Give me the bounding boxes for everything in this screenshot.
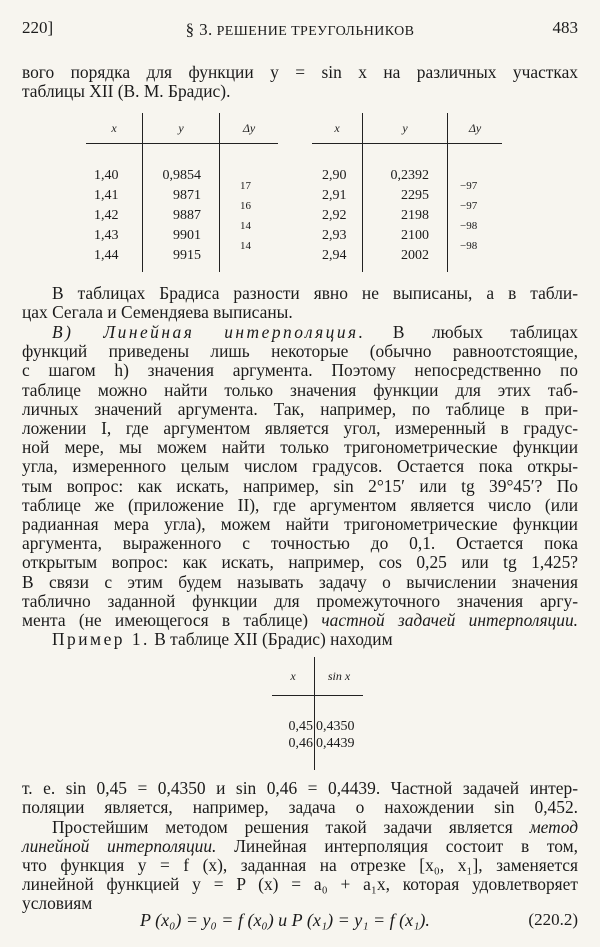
text-line: вого порядка для функции y = sin x на различных участках (22, 62, 578, 82)
text-line: функций приведены лишь некоторые (обычно равноотстоящие, (22, 341, 578, 361)
column-header: y (363, 113, 448, 144)
table-cell: 1,40 (94, 168, 119, 183)
table-cell: 1,43 (94, 228, 119, 243)
text-line (22, 836, 578, 856)
text-line: ной мере, мы можем найти только тригонометрические функции (22, 437, 578, 457)
text-fragment: Линейная интерполяция состоит в том, (216, 836, 578, 856)
text-fragment: В таблице XII (Брадис) находим (149, 629, 393, 649)
sine-table (272, 657, 363, 770)
text-line: В таблицах Брадиса разности явно не выписаны, а в табли- (52, 283, 578, 303)
difference-table-2 (312, 113, 502, 272)
column-header: Δy (448, 113, 503, 144)
dy-column (220, 144, 279, 273)
table-cell: 14 (240, 240, 251, 252)
column-header: Δy (220, 113, 279, 144)
y-column (363, 144, 448, 273)
text-line: цах Сегала и Семендяева выписаны. (22, 302, 293, 322)
difference-table-1 (86, 113, 278, 272)
text-line: тым вопрос: как искать, например, sin 2°15′ или tg 39°45′? По (22, 476, 578, 496)
table-cell: −98 (460, 220, 478, 232)
table-cell: 0,4439 (316, 736, 355, 751)
column-header: sin x (315, 657, 364, 696)
table-cell: 17 (240, 180, 251, 192)
text-line: таблично заданной функции для промежуточного значения аргу- (22, 591, 578, 611)
text-line: угла, измеренного целым числом градусов. Остается пока откры- (22, 456, 578, 476)
text-line: поляции является, например, задача о нахождении sin 0,452. (22, 797, 578, 817)
table-cell: 2295 (401, 188, 429, 203)
text-line: ложении I, где аргументом является угол, измеренный в градус- (22, 418, 578, 438)
text-line: таблице же (приложение II), где аргументом является число (или (22, 495, 578, 515)
table-cell: 9915 (173, 248, 201, 263)
text-line: с шагом h) значения аргумента. Поэтому непосредственно по (22, 360, 578, 380)
table-cell: 0,46 (288, 736, 313, 751)
table-cell: 2,94 (322, 248, 347, 263)
text-line: открытым вопрос: как искать, например, cos 0,25 или tg 1,425? (22, 552, 578, 572)
table-cell: 14 (240, 220, 251, 232)
table-cell: 0,9854 (162, 168, 201, 183)
text-line (52, 629, 578, 649)
table-cell: 2198 (401, 208, 429, 223)
table-cell: 2,91 (322, 188, 347, 203)
example-heading: Пример 1. (52, 629, 150, 649)
display-formula: P (x₀) = y₀ = f (x₀) и P (x₁) = y₁ = f (x₁). (140, 910, 430, 930)
text-line (52, 817, 578, 837)
table-cell: 2,90 (322, 168, 347, 183)
column-header: x (86, 113, 143, 144)
table-cell: 0,45 (288, 719, 313, 734)
table-cell: 0,2392 (390, 168, 429, 183)
x-column (272, 696, 315, 771)
equation-number: (220.2) (528, 910, 578, 929)
table-cell: −97 (460, 180, 478, 192)
page-ref-left: 220] (22, 18, 54, 37)
text-line: таблице можно найти только значения функции для этих таб- (22, 380, 578, 400)
header-title (22, 20, 578, 40)
table-cell: 1,42 (94, 208, 119, 223)
table-cell: 0,4350 (316, 719, 355, 734)
section-number: § 3. (185, 20, 213, 39)
text-line: аргумента, выраженного с точностью до 0,1. Остается пока (22, 533, 578, 553)
text-line: что функция y = f (x), заданная на отрезке [x₀, x₁], заменяется (22, 855, 578, 875)
section-title: РЕШЕНИЕ ТРЕУГОЛЬНИКОВ (216, 24, 415, 39)
text-line (52, 322, 578, 342)
text-line (22, 610, 578, 630)
text-line: В связи с этим будем называть задачу о вычислении значения (22, 572, 578, 592)
table-cell: 9871 (173, 188, 201, 203)
table-cell: 1,44 (94, 248, 119, 263)
column-header: y (143, 113, 220, 144)
table-cell: 16 (240, 200, 251, 212)
table-cell: 9901 (173, 228, 201, 243)
column-header: x (312, 113, 363, 144)
table-cell: −98 (460, 240, 478, 252)
text-line: радианная мера угла), можем найти тригонометрические функции (22, 514, 578, 534)
italic-term: линейной интерполяции. (22, 836, 217, 856)
x-column (86, 144, 143, 273)
subsection-heading: В) Линейная интерполяция. (52, 322, 366, 342)
table-cell: 2,92 (322, 208, 347, 223)
running-header (22, 18, 578, 42)
y-column (143, 144, 220, 273)
text-line: т. е. sin 0,45 = 0,4350 и sin 0,46 = 0,4439. Частной задачей интер- (22, 778, 578, 798)
table-cell: 9887 (173, 208, 201, 223)
italic-term: частной задачей интерполяции. (321, 610, 578, 630)
text-fragment: Простейшим методом решения такой задачи является (52, 817, 530, 837)
table-cell: 2100 (401, 228, 429, 243)
text-fragment: В любых таблицах (365, 322, 578, 342)
text-line: линейной функцией y = P (x) = a₀ + a₁x, которая удовлетворяет (22, 874, 578, 894)
text-line: условиям (22, 893, 93, 913)
table-cell: −97 (460, 200, 478, 212)
text-fragment: мента (не имеющегося в таблице) (22, 610, 322, 630)
table-cell: 2002 (401, 248, 429, 263)
sin-column (315, 696, 364, 771)
text-line: таблицы XII (В. М. Брадис). (22, 81, 231, 101)
dy-column (448, 144, 503, 273)
text-line: личных значений аргумента. Так, например, по таблице в при- (22, 399, 578, 419)
x-column (312, 144, 363, 273)
column-header: x (272, 657, 315, 696)
page-number: 483 (552, 18, 578, 37)
italic-term: метод (529, 817, 578, 837)
table-cell: 1,41 (94, 188, 119, 203)
table-cell: 2,93 (322, 228, 347, 243)
